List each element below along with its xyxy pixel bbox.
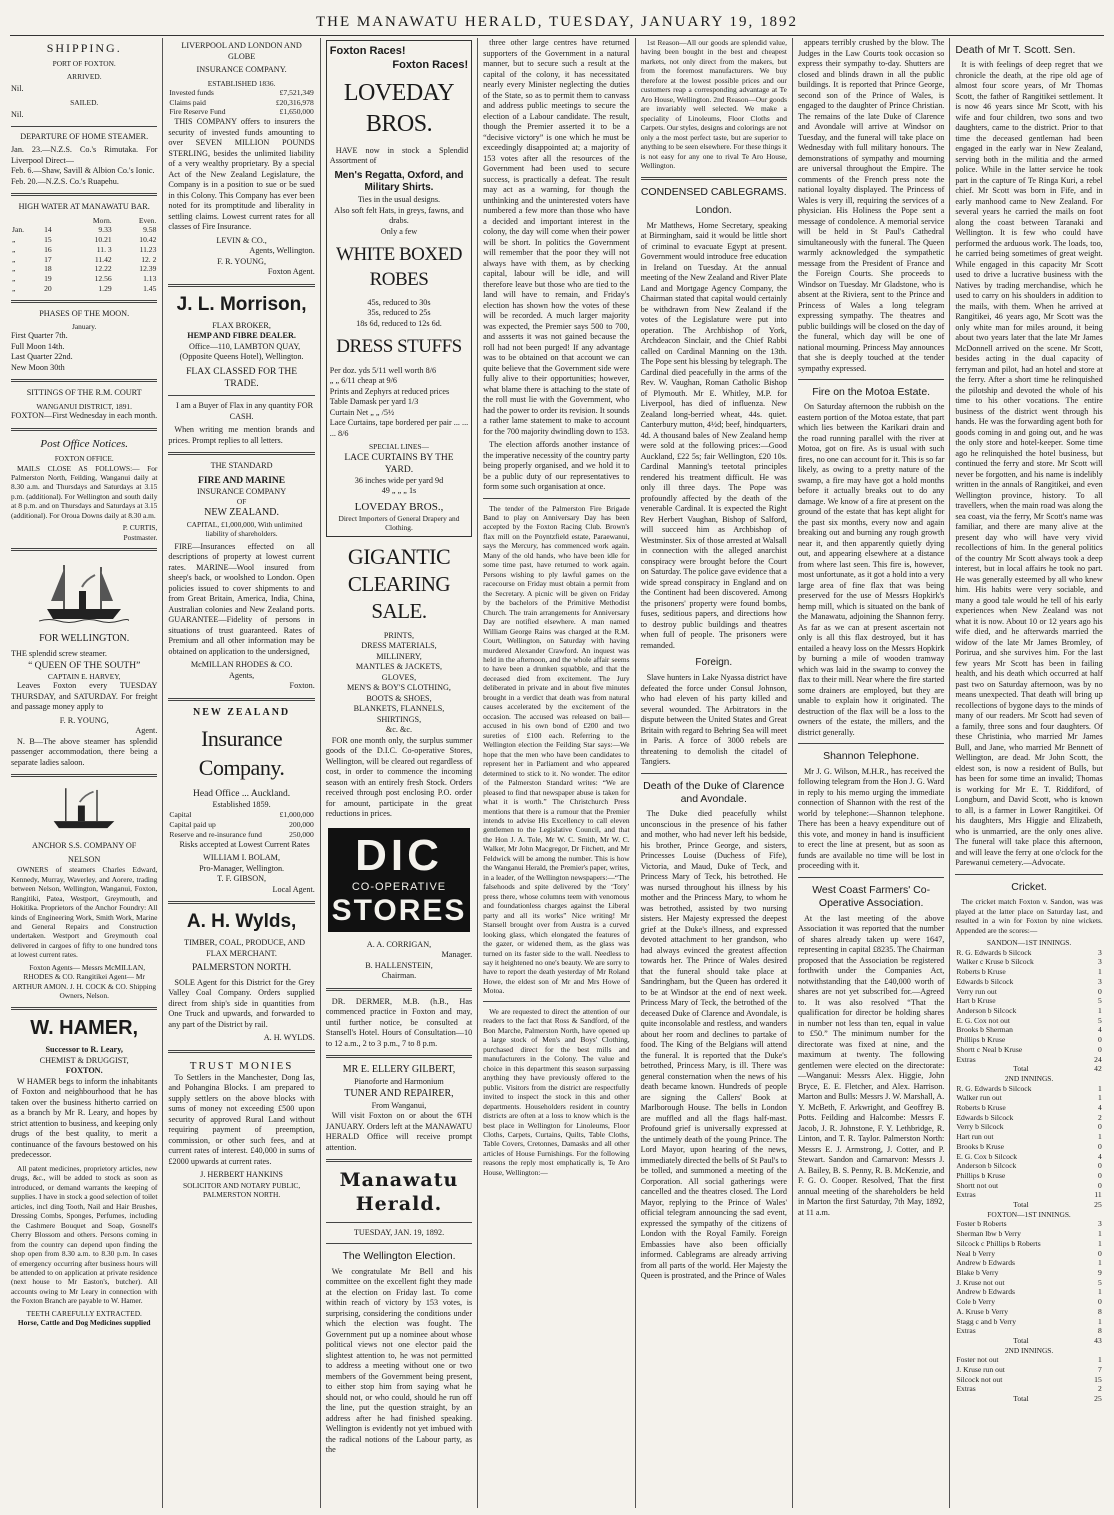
moon-list: [11, 331, 157, 373]
innings-heading: SANDON—1ST INNINGS.: [986, 938, 1072, 948]
hamer-text: W HAMER begs to inform the inhabitants of Foxton and neighbourhood that he has taken over the business hitherto carried on as a branch by Mr R. Leary, and hopes by strict attention to business, and keeping only drugs of the best quality, to merit a continuance of the favours bestowed on his predecessor.: [11, 1076, 158, 1160]
hamer-sub2: CHEMIST & DRUGGIST,: [39, 1055, 129, 1065]
standard-capital: CAPITAL, £1,000,000, With unlimited liability of shareholders.: [186, 519, 303, 539]
table-row: „ 19 12.56 1.13: [12, 274, 157, 284]
morrison-heading: J. L. Morrison,: [176, 293, 307, 315]
table-row: Roberts b Kruse 4: [956, 1102, 1102, 1112]
trust-monies-heading: TRUST MONIES: [189, 1059, 294, 1072]
arrived-heading: ARRIVED.: [66, 71, 102, 81]
table-row: Edwards b Silcock 3: [956, 976, 1102, 986]
list-item: GLOVES,: [381, 672, 417, 682]
races-line-1: Foxton Races!: [329, 45, 406, 57]
dic-logo-stores: STORES: [331, 893, 467, 927]
loveday-robes: WHITE BOXED ROBES: [336, 244, 462, 290]
table-row: Andrew b Edwards 1: [956, 1287, 1102, 1297]
anchor-ship-illustration: [39, 783, 129, 835]
list-item: Curtain Net „ „ /5½: [329, 407, 395, 417]
steamer-illustration: [39, 557, 129, 627]
standard-of: OF: [236, 497, 247, 507]
table-row: Total 25: [1013, 1200, 1102, 1210]
captain-name: CAPTAIN E. HARVEY,: [47, 671, 121, 681]
loveday-shirts: Men's Regatta, Oxford, and Military Shirts.: [334, 169, 464, 194]
liverpool-heading: LIVERPOOL AND LONDON AND GLOBE: [181, 41, 302, 61]
table-row: Walker run out 1: [956, 1093, 1102, 1103]
west-coast-text: At the last meeting of the above Association it was reported that the number of shares already taken up were 1647, representing in capital £8235. The Chairman proposed that the Association be registered forthwith under the Companies Act, notwithstanding that the £40,000 worth of shares are not yet subscribed for.—Agreed to. It was also resolved “That the qualification for director be holding shares in number not less than ten, equal in value to £50.” The minimum number for the directorate was fixed at nine, and the maximum at twenty. The following gentlemen were elected on the directorate:—Wanganui: Messrs Alex. Higgie, John Bryce, E. E. Fletcher, and Alex. Harrison. Marton and Bulls: Messrs J. W. Marshall, A. Y. McBeth, F. Arkwright, and Geoffrey B. Potts. Feilding and Halcombe: Messrs F. Jacob, J. R. Johnstone, F. Y. Lethbridge, R. Linton, and T. R. Taylor. Palmerston North: Messrs E. J. Armstrong, J. Cotter, and P. Stewart. Sandon and Carnarvon: Messrs J. A. Bailey, B. S. Penny, R. B. McKenzie, and F. G. O. Cooper. Resolved, That the first annual meeting of the shareholders be held in Marton the first Saturday, 7th May, 1892, at 11 a.m.: [797, 913, 945, 1217]
departure-list: [11, 145, 157, 187]
nz-agent-title: Local Agent.: [272, 884, 315, 894]
nz-manager-title: Pro-Manager, Wellington.: [199, 863, 285, 873]
shipping-heading: SHIPPING.: [46, 41, 122, 55]
for-wellington-heading: FOR WELLINGTON.: [39, 633, 130, 645]
steamer-note: N. B—The above steamer has splendid passenger accommodation, there being a separate ladies saloon.: [11, 736, 158, 767]
list-item: 36 inches wide per yard 9d: [354, 475, 444, 485]
rm-court-heading: SITTINGS OF THE R.M. COURT: [26, 388, 142, 398]
list-item: 35s, reduced to 25s: [367, 308, 431, 318]
table-row: Extras 2: [956, 1384, 1102, 1394]
table-row: Edwards b Silcock 2: [956, 1112, 1102, 1122]
trust-signature-title: SOLICITOR AND NOTARY PUBLIC,: [182, 1180, 301, 1190]
wylds-place: PALMERSTON NORTH.: [191, 963, 292, 974]
liverpool-agent: LEVIN & CO.,: [216, 235, 267, 245]
wylds-sub: TIMBER, COAL, PRODUCE, AND FLAX MERCHANT.: [184, 938, 306, 958]
table-row: Andrew b Edwards 1: [956, 1258, 1102, 1268]
table-row: Total 43: [1013, 1335, 1102, 1345]
cricket-text: The cricket match Foxton v. Sandon, was was played at the latter place on Saturday last, and resulted in a win for Foxton by nine wickets. Appended are the scores:—: [955, 897, 1103, 935]
table-row: Shortt not out 0: [956, 1180, 1102, 1190]
anchor-company-heading: ANCHOR S.S. COMPANY OF: [32, 841, 137, 851]
table-row: Reserve and re-insurance fund 250,000: [169, 829, 314, 839]
table-row: Extras 11: [956, 1190, 1102, 1200]
column-2: [163, 38, 320, 1508]
morrison-sub: FLAX BROKER,: [212, 320, 271, 330]
clearing-sale-list: [326, 631, 472, 736]
rm-court-sub: WANGANUI DISTRICT, 1891.: [36, 401, 132, 411]
morrison-flax: FLAX CLASSED FOR THE TRADE.: [186, 366, 298, 390]
post-office-title: Postmaster.: [123, 532, 158, 542]
column-3: [321, 38, 478, 1508]
list-item: &c. &c.: [385, 725, 413, 735]
london-heading: London.: [695, 205, 732, 216]
special-lines: SPECIAL LINES—: [369, 442, 429, 452]
election-text: We congratulate Mr Bell and his committee on the excellent fight they made at the election on Friday last. To come within reach of victory by 153 votes, is surprising, considering the conditions under which the election was fought. The Government put up a nominee about whose political views not one elector paid the slightest attention to, he was not permitted to address a meeting without one or two members of the Government being present, to either stop him from saying what he should not, or who could, should he run off the line, put the question straight, by an address after he had finished speaking. Wellington is evidently not yet imbued with the radical notions of the Labour party, as the: [325, 1266, 473, 1455]
table-row: „ 20 1.29 1.45: [12, 283, 157, 293]
morrison-buyer: I am a Buyer of Flax in any quantity FOR CASH.: [176, 401, 314, 421]
trust-monies-text: To Settlers in the Manchester, Dong Ias, and Pohangina Blocks. I am prepared to supply settlers on the above blocks with sums of money not exceeding £500 upon security of approved Rural Land without requiring payment of preemption, commission, or other such fees, and at current rates of interest. £40,000 in sums of £2000 upwards at current rates.: [168, 1072, 315, 1166]
moon-month: January.: [72, 322, 97, 332]
list-item: 49 „ „ „ 1s: [381, 486, 417, 496]
departure-heading: DEPARTURE OF HOME STEAMER.: [20, 131, 149, 141]
table-row: Sherman lbw b Verry 1: [956, 1229, 1102, 1239]
fire-text: On Saturday afternoon the rubbish on the eastern portion of the Motoa estate, that part which lies between the Karikari drain and the road running parallel with the river at Motoa, got on fire. As is usual with such fires, no one can account for it. This is so far likely, as owing to a pretty nature of the swamp, a fire may have got a hold months before it actually breaks out to do any damage. We know of a fire at present on the ground of the estate that has kept alight for the past six months, every now and again breaking out and burning any rough growth near it, and then apparently quietly dying out, and appearing elsewhere at a distance from where last seen. This fire is, however, most unfortunate, as it got a hold into a very large area of fine flax that was being preserved for the use of Messrs Hopkirk's hemp mill, which is situated on the bank of the Manawatu, adjoining the Shannon ferry. As far as we can at present ascertain not only is all this flax destroyed, but it has entailed a heavy loss on the Messrs Hopkirk by burning a mile of wooden tramway which was laid in the swamp to convey the flax to their mill. Near where the fire started some drainers are employed, but they are unable to explain how it originated. The destruction of the flax will be a loss to the owners of the estate, the millers, and the district generally.: [797, 402, 945, 737]
list-item: BLANKETS, FLANNELS,: [353, 704, 445, 714]
liverpool-agent-2: F. R. YOUNG,: [217, 256, 267, 266]
election-heading: The Wellington Election.: [342, 1250, 456, 1263]
table-row: R. G. Edwards b Silcock 3: [956, 947, 1102, 957]
newspaper-columns: [6, 38, 1108, 1508]
for-wellington-text: THE splendid screw steamer.: [11, 649, 107, 659]
table-row: R. G. Edwards b Silcock 1: [956, 1083, 1102, 1093]
table-row: Foster b Roberts 3: [956, 1219, 1102, 1229]
standard-agent-title: Agents,: [228, 670, 255, 680]
sailed-heading: SAILED.: [70, 97, 99, 107]
standard-sub: FIRE AND MARINE: [198, 475, 286, 486]
nz-risks: Risks accepted at Lowest Current Rates: [179, 839, 310, 849]
dic-manager: A. A. CORRIGAN,: [366, 939, 432, 949]
table-row: J. Kruse not out 5: [956, 1277, 1102, 1287]
table-row: Extras 8: [956, 1326, 1102, 1336]
liverpool-agent-2-title: Foxton Agent.: [267, 267, 315, 277]
scott-text: It is with feelings of deep regret that we chronicle the death, at the ripe old age of almost four score years, of Mr Thomas Scott, the father of Rangitikei settlement. It is now 46 years since Mr Scott, with his wife and four children, two sons and two daughters, came to the district. Prior to that time the deceased gentleman had been engaged in the early war in New Zealand, serving both in the militia and the armed police. While in the latter service he took part in the capture of Te Ringa Kuri, a rebel chief. Mr Scott was born in Fife, and in early manhood came to New Zealand. For several years he carried the mails on foot along the coast between Taranaki and Wellington. It is few who could have performed the arduous work. The loads, too, he carried being sometimes of great weight. While engaged in this capacity Mr Scott used to drive a lucrative business with the Natives by trading merchandise, which he used to carry on his shoulders in addition to the mails, with them. When he arrived at Rangitikei, 46 years ago, Mr Scott was the only white man for miles around, it being about two years later that the late Mr James McDonnell arrived on the scene. Mr Scott, besides acting in the dual capacity of ferryman and pilot, had an hotel and store at the ferry. After a short time he relinquished the pilotship and devoted the whole of his time to his other vocations. The entire business of the district went through his hands. He was the forwarding agent both for goods coming in and going out, and he was the only store and hotel-keeper. Some time ago he relinquished the hotel business, but continued the ferry and store. Mr Scott will never be forgotten, and his name is indelibly written in the annals of Rangitikei, and even Wellington province, history. To all travellers, when the main road was along the sea coast, via the ferry, Mr Scott's name was familiar, and there are many alive at the present day who will have very vivid recollections of him. In the general politics of the country Mr Scott always took a deep interest, but in local affairs he took no part. He was generally esteemed by all who knew him. His habits were very sociable, and many a good tale would he tell of his early experiences when New Zealand was not what it is now. About 10 or 12 years ago his wife died, and he afterwards married the widow of the late Mr James Bromley, of Porirua, and she survives him. For the last few years Mr Scott has been in failing health, and his death which occurred at half past two on Saturday afternoon, was by no means unexpected. That death will bring up recollections of bygone days to the minds of many of our readers. Mr Scott had seven of a family, three sons and four daughters. Of these Christinia, who married Mr James Bull, and Jane, who married Mr Bennett of Wellington, are dead. Mr John Scott, the eldest son, is now a resident of Bulls, but has been for some time an invalid; Thomas is working for Mr E. T. Riddiford, of Longburn, and David Scott, who is known to all, is a farmer in Lower Rangitikei. Of his daughters, Mrs Higgie and Elizabeth, who is unmarried, are the only ones alive. The funeral will take place this afternoon, and will leave the ferry at one o'clock for the Parewanui cemetery.—Advocate.: [955, 60, 1103, 868]
anchor-company-text: OWNERS of steamers Charles Edward, Kennedy, Murray, Waverley, and Aorere, trading between Nelson, Wellington, Wanganui, Foxton, Rangitiki, Patea, Westport, Greymouth, and Hokitika. Proprietors of the Anchor Foundry: All kinds of Engineering Work, Smith Work, Marine and General Repairs and Construction undertaken. Westport and Greymouth coal delivered in cargoes of fifty to one hundred tons at lowest current rates.: [11, 865, 158, 960]
table-row: Capital £1,000,000: [169, 810, 314, 820]
fire-heading: Fire on the Motoa Estate.: [812, 386, 931, 398]
list-item: 45s, reduced to 30s: [367, 297, 431, 307]
shannon-heading: Shannon Telephone.: [823, 750, 920, 763]
lace-curtains: LACE CURTAINS BY THE YARD.: [344, 452, 454, 475]
loveday-heading: LOVEDAY BROS.: [343, 80, 455, 137]
nz-capital-table: [168, 810, 314, 839]
foxton-second-innings: [955, 1355, 1102, 1404]
list-item: MILLINERY,: [376, 651, 422, 661]
west-coast-heading: West Coast Farmers' Co-Operative Association.: [812, 883, 931, 910]
list-item: Prints and Zephyrs at reduced prices: [329, 386, 450, 396]
post-office-signature: P. CURTIS,: [122, 523, 158, 533]
cablegrams-heading: CONDENSED CABLEGRAMS.: [640, 185, 787, 198]
table-row: Hart b Kruse 5: [956, 996, 1102, 1006]
list-item: Last Quarter 22nd.: [11, 352, 73, 362]
sailed-value: Nil.: [11, 110, 24, 120]
nz-insurance-sub: Insurance Company.: [198, 726, 285, 780]
clearing-sale-heading: CLEARING SALE.: [347, 572, 451, 623]
dic-logo-text: DIC: [355, 830, 443, 880]
list-item: BOOTS & SHOES,: [366, 693, 432, 703]
departure-line: Feb. 6.—Shaw, Savill & Albion Co.'s Ionic.: [11, 166, 155, 176]
departure-line: Jan. 23.—N.Z.S. Co.'s Rimutaka. For Liverpool Direct—: [11, 145, 158, 165]
list-item: Per doz. yds 5/11 well worth 8/6: [329, 365, 437, 375]
table-row: Brooks b Kruse 0: [956, 1141, 1102, 1151]
hamer-teeth: TEETH CAREFULLY EXTRACTED.: [26, 1308, 142, 1318]
loveday-text: HAVE now in stock a Splendid Assortment of: [329, 145, 469, 166]
shannon-text: Mr J. G. Wilson, M.H.R., has received the following telegram from the Hon J. G. Ward in reply to his memo urging the immediate connection of Shannon with the rest of the world by telephone:—Shannon telephone. There has been a heavy expenditure out of this vote, and money in hand is insufficient to erect the line at present, but as soon as funds are available no time will be lost in proceeding with it.: [797, 766, 945, 871]
loveday-ties: Ties in the usual designs.: [357, 195, 441, 205]
liverpool-agent-title: Agents, Wellington.: [249, 246, 315, 256]
table-row: Capital paid up 200,000: [169, 820, 314, 830]
steamer-name: “ QUEEN OF THE SOUTH”: [28, 660, 141, 671]
dress-stuffs-heading: DRESS STUFFS: [336, 336, 462, 358]
table-row: Anderson b Silcock 1: [956, 1006, 1102, 1016]
post-office-heading: Post Office Notices.: [40, 437, 129, 450]
dic-manager-title: Manager.: [441, 950, 473, 960]
morrison-office: Office—110, LAMBTON QUAY, (Opposite Queens Hotel), Wellington.: [179, 341, 304, 362]
loveday-signature: LOVEDAY BROS.,: [354, 500, 444, 513]
table-row: A. Kruse b Verry 8: [956, 1306, 1102, 1316]
table-row: Phillips b Kruse 0: [956, 1171, 1102, 1180]
trust-signature-place: PALMERSTON NORTH.: [203, 1190, 281, 1200]
table-row: Anderson b Silcock 0: [956, 1161, 1102, 1171]
table-row: Roberts b Kruse 1: [956, 967, 1102, 977]
agent-name: F. R. YOUNG,: [59, 715, 109, 725]
list-item: Full Moon 14th.: [11, 341, 65, 351]
list-item: New Moon 30th: [11, 362, 65, 372]
nz-head-office: Head Office ... Auckland.: [193, 788, 291, 799]
standard-heading: THE STANDARD: [210, 461, 273, 471]
rm-court-line: FOXTON—First Wednesday in each month.: [11, 411, 158, 421]
table-row: „ 17 11.42 12. 2: [12, 254, 157, 264]
issue-date: TUESDAY, JAN. 19, 1892.: [353, 1227, 445, 1237]
tide-table: Morn. Even. Jan. 14 9.33 9.58 „ 15 10.21 10.42 „ 16 11. 3 11.23 „ 17 11.42 12. 2 „ 18 12.22 12.39 „ 19 12.56 1.13 „ 20 1.29 1.45: [12, 215, 157, 293]
table-row: Jan. 14 9.33 9.58: [12, 225, 157, 235]
table-row: Blake b Verry 9: [956, 1267, 1102, 1277]
innings-heading: FOXTON—1ST INNINGS.: [987, 1209, 1071, 1219]
agent-title: Agent.: [135, 726, 158, 736]
table-row: Claims paid £20,316,978: [169, 97, 314, 107]
table-row: Silcock c Phillips b Roberts 1: [956, 1238, 1102, 1248]
masthead-rule: [10, 35, 1104, 36]
column-1: [6, 38, 163, 1508]
port-heading: PORT OF FOXTON.: [52, 59, 116, 69]
gilbert-sub: Pianoforte and Harmonium: [354, 1077, 444, 1087]
tide-heading: HIGH WATER AT MANAWATU BAR.: [18, 202, 150, 212]
table-row: „ 15 10.21 10.42: [12, 235, 157, 245]
hamer-text-2: All patent medicines, proprietory articles, new drugs, &c., will be added to stock as soon as introduced, or demand warrants the keeping of supplies. I have in stock a good selection of toilet articles, incl ding Tooth, Nail and Hair Brushes, Dressing Combs, Sponges, Perfumes, including the Cashmere Bouquet and Soap, Gosnell's Cherry Blossom and others. Persons coming in from the country can depend upon finding the shop open from 8.30 a.m. to 8.30 p.m. In cases of emergency occurring after business hours will be attended to on application at private residence (next house to Mr Easton's, butcher). All accounts owing to Mr Leary in connection with the Foxton Branch are payable to W. Hamer.: [11, 1163, 158, 1306]
table-row: Hart run out 1: [956, 1132, 1102, 1142]
column-4: [478, 38, 635, 1508]
loveday-signature-sub: Direct Importers of General Drapery and Clothing.: [338, 513, 460, 533]
table-row: Invested funds £7,521,349: [169, 87, 314, 97]
list-item: DRESS MATERIALS,: [361, 641, 437, 651]
gilbert-from: From Wanganui,: [371, 1100, 427, 1110]
moon-heading: PHASES OF THE MOON.: [39, 308, 130, 318]
liverpool-text: THIS COMPANY offers to insurers the security of invested funds amounting to over SEVEN MILLION POUNDS STERLING, besides the unlimited liability of a very wealthy proprietary. By a special Act of the New Zealand Legislature, the Company is in a position to sue or be sued in this Colony. This Company has ever been noted for its promptitude and liberality in settling claims. Lowest current rates for all classes of Fire Insurance.: [168, 117, 315, 232]
loveday-advertisement: [326, 40, 472, 537]
innings-heading: 2ND INNINGS.: [1004, 1074, 1054, 1084]
nz-insurance-heading: NEW ZEALAND: [193, 706, 291, 718]
table-row: „ 18 12.22 12.39: [12, 264, 157, 274]
column-6: [793, 38, 950, 1508]
list-item: SHIRTINGS,: [376, 714, 422, 724]
masthead-title: THE MANAWATU HERALD, TUESDAY, JANUARY 19, 1892: [315, 14, 799, 30]
list-item: MANTLES & JACKETS,: [355, 662, 443, 672]
departure-line: Feb. 20.—N.Z.S. Co.'s Ruapehu.: [11, 176, 119, 186]
loveday-few: Only a few: [380, 226, 418, 236]
gilbert-heading: MR E. ELLERY GILBERT,: [342, 1064, 456, 1076]
dermer-text: DR. DERMER, M.B. (h.B., Has commenced practice in Foxton and may, until further notice, be consulted at Stansell's Hotel. Hours of Consultation—10 to 12 a.m., 2 to 3 p.m., 7 to 8 p.m.: [325, 996, 473, 1048]
table-row: Brooks b Sherman 4: [956, 1025, 1102, 1035]
nz-established: Established 1859.: [212, 799, 271, 809]
sandon-second-innings: [955, 1084, 1102, 1210]
sailing-notice: Leaves Foxton every TUESDAY THURSDAY, and SATURDAY. For freight and passage money apply to: [11, 681, 158, 712]
table-row: J. Kruse run out 7: [956, 1364, 1102, 1374]
table-row: E. G. Cox b Silcock 4: [956, 1151, 1102, 1161]
editorial-text: three other large centres have returned supporters of the Government in a natural manner, but to secure such a result at the capital of the colony, it has necessitated nearly every Minister neglecting the duties of the State, so as to permit them to canvass and address public meetings to secure the election of a Labour candidate. The result, though the Premier asserted it to be a “decisive victory” is one which he must be exceedingly disappointed at; a majority of 153 votes after all the resources of the Government had been used to secure success, is practically a defeat. The result may act as a warning, for though the unthinking and the uninterested voters have numbered a few more than those who have a decided and important interest in the colony, the day will come when their power will be short. In politics the Government will remember that the poor they will not always have with them, as by checking capital, labour will be idle, and will therefore leave but those who are tied to the land will have to remain, and Friday's election has shown how the votes of these will be recorded. A much larger majority was expected, the Premier says 500 to 700, and assserts it was not gained because the roll had not been purged! If any advantage was to be obtained on that account we can quite believe that the Government side were fully alive to their opportunities; however, what blame there is attaching to the state of the roll must lie with the Government, who had the power to order its revision. It sounds a rather lame statement to make to account for the 700 majority dwindling down to 153.: [483, 38, 630, 436]
table-row: Walker c Kruse b Silcock 3: [956, 957, 1102, 967]
standard-sub2: INSURANCE COMPANY: [197, 486, 287, 496]
wylds-text: SOLE Agent for this District for the Grey Valley Coal Company. Orders supplied direct from ship's side in quantities from One Truck and upwards, and forwarded to any part of the District by rail.: [168, 977, 315, 1029]
list-item: Table Damask per yard 1/3: [329, 397, 419, 407]
hamer-heading: W. HAMER,: [30, 1016, 139, 1039]
clearing-sale-text: FOR one month only, the surplus summer goods of the D.I.C. Co-operative Stores, Wellington, will be cleared out regardless of cost, in order to commence the incoming season with an entirely fresh Stock. Orders received through post enclosing P.O. order for amount, participate in the great reductions in prices.: [325, 735, 473, 819]
standard-agent-place: Foxton.: [289, 681, 315, 691]
nz-manager: WILLIAM I. BOLAM,: [203, 853, 281, 863]
gilbert-text: Will visit Foxton on or about the 6TH JANUARY. Orders left at the MANAWATU HERALD Office will receive prompt attention.: [325, 1111, 473, 1152]
anchor-company-agents: Foxton Agents— Messrs McMILLAN, RHODES & CO. Rangitikei Agent— Mr ARTHUR AMON. J. H. COCK & CO. Shipping Owners, Nelson.: [12, 962, 157, 1001]
duke-text: The Duke died peacefully whilst unconscious in the presence of his father and mother, who had never left his bedside, his brother, Prince George, and sisters, Princesses Louise (Duchess of Fife), Victoria, and Maud, Duke of Teck, and Princess Mary of Teck, his betrothed. He was nursed throughout his illness by his mother and the Princess Mary, to whom he was betrothed, assisted by two nursing sisters. Her Majesty expressed the deepest grief at the Duke's illness, and expressed devoted attachment to her grandson, who had always evinced the greatest affection towards her. The Prince of Wales desired that the funeral should take place at Sandringham, but the Queen has ordered it to be at Windsor at the end of next week. Princess Mary of Teck, the betrothed of the deceased Duke of Clarence and Avondale, is quite inconsolable and restless, and wanders about her room and declines to partake of food. The King of the Belgians will attend the funeral. It is reported that the Duke's betrothed, Princess Mary, is ill. There was general consternation when the news of his death became known. Hundreds of people are signing the Callers' Book at Marlborough House. The bells in London are muffled and all the flags half-mast. Profound grief is universally expressed at the untimely death of the young Prince. The Lord Mayor, upon hearing of the news, immediately directed the bells of St Paul's to be tolled, and summoned a meeting of the Corporation. All social gatherings were cancelled and the theatres closed. The Lord Mayor, replying to the Prince of Wales' official telegram announcing the sad event, expressed the sympathy of the citizens of London with the Royal Family. Foreign Embassies have also been officially informed. Cablegrams are already arriving from all parts of the world. Her Majesty the Queen is prostrated, and the Prince of Wales: [640, 809, 787, 1281]
cricket-heading: Cricket.: [1011, 880, 1047, 893]
table-row: „ 16 11. 3 11.23: [12, 244, 157, 254]
table-row: Foster not out 1: [956, 1355, 1102, 1365]
trust-signature: J. HERBERT HANKINS: [200, 1170, 283, 1180]
scott-heading: Death of Mr T. Scott. Sen.: [955, 44, 1076, 56]
bon-marche-notice: We are requested to direct the attention of our readers to the fact that Ross & Sandford, of the Bon Marche, Palmerston North, have opened up a large stock of Men's and Boys' Clothing, purchased direct for the best mills and manufacturers in the Colony. The value and choice in this department this season surpassing anything they have previously offered to the public. Visitors from the district are respectfully invited to inspect the stock in this and other departments. Householders resident in country districts are often at a loss to know which is the best place in Wellington for Linoleums, Floor Cloths, Carpets, Curtains, Quilts, Table Cloths, Table Covers, Cretonnes, Damasks and all other articles of House Furnishings. For the following reasons the reply most emphatically is, Te Aro House, Wellington:—: [483, 1006, 630, 1177]
sandon-first-innings: [955, 948, 1102, 1074]
dic-chairman-title: Chairman.: [381, 971, 417, 981]
table-row: Extras 24: [956, 1054, 1102, 1064]
london-text: Mr Matthews, Home Secretary, speaking at Birmingham, said it would be little short of criminal to evacuate Egypt at present. Government would introduce free education in Ireland on Tuesday. At the annual meeting of the New Zealand and River Plate Land and Mortgage Agency Company, the Chairman stated that capital would certainly be withdrawn from New Zealand if the votes of the Legislature were put into operation. The Archbishop of York, Archdeacon Sinclair, and the Chief Rabbi called on Cardinal Manning on the 13th. The Pope sent his blessing by telegraph. The Cardinal died peacefully in the arms of the Rev. W. Vaughan, Roman Catholic Bishop of Plymouth. Mr E. Whitley, M.P. for Liverpool, has died of influenza. New Zealand long-berried wheat, 44s. quiet. Canterbury mutton, 4½d; beef, hindquarters, 4d. A thousand bales of New Zealand hemp were sold at the following prices:—Good Auckland, £22 5s; fair Wellington, £20 10s. Cardinal Manning's teetotal principles rendered his treatment difficult. He was only ill three days. The Pope was profoundly affected by the death of the venerable Cardinal. It is expected the Right Rev Herbert Vaughan, Bishop of Salford, will succeed him as Archbishop of Westminster. Six of those arrested at Walsall in connection with the alleged anarchist conspiracy were brought before the Court on Saturday. The police gave evidence that a wide spread conspiracy in England and on the Continent had been discovered. Among the prisoners' property were found bombs, fuses, seditious papers, and directions how to destroy public buildings and theatres when full of people. The prisoners were remanded.: [640, 220, 787, 650]
standard-nz: NEW ZEALAND.: [204, 506, 279, 518]
foreign-heading: Foreign.: [695, 657, 733, 669]
newspaper-flag: Manawatu Herald.: [339, 1169, 459, 1216]
dic-logo-sub: CO-OPERATIVE: [351, 880, 447, 893]
races-line-2: Foxton Races!: [392, 59, 469, 72]
hamer-sub: Successor to R. Leary,: [45, 1045, 123, 1055]
gilbert-sub2: TUNER AND REPAIRER,: [344, 1087, 454, 1099]
list-item: PRINTS,: [383, 630, 415, 640]
anchor-company-sub: NELSON: [68, 854, 101, 864]
foreign-text: Slave hunters in Lake Nyassa district have defeated the force under Consul Johnson, who had eleven of his party killed and several wounded. The Arbitrators in the dispute between the United States and Great Britain with regard to Behring Sea will meet in Paris. A force of 3000 rebels are threatening to demolish the citadel of Tangiers.: [640, 673, 787, 767]
table-row: Silcock not out 15: [956, 1374, 1102, 1384]
duke-heading: Death of the Duke of Clarence and Avondale.: [643, 779, 785, 806]
duke-text-continued: appears terribly crushed by the blow. The Judges in the Law Courts took occasion so express their sympathy to-day. Shutters are closed and blinds drawn in all the public buildings. It is reported that Prince George, second son of the Prince of Wales, is engaged to the daughter of Prince Christian. The remains of the late Duke of Clarence and Avondale will arrive at Windsor on Tuesday, and the funeral will take place on Wednesday with full military honours. The demonstrations of sympathy and mourning are universal throughout the Empire. The comments of the French press note the national loyalty displayed. The Princess of Wales is very ill, requiring the services of a physician. His Holiness the Pope sent a message of condolence. A memorial service will be held in St Paul's Cathedral simultaneously with the funeral. The Queen warmly acknowledged the sympathetic message from the President of France and the Foreign Courts. She proceeds to Windsor on Tuesday. Mr Gladstone, who is absent at the Riviera, sent to the Prince and Princess of Wales a long telegram expressing sympathy. The theatres and public buildings will be closed on the day of the funeral, which day will be one of national mourning. Princess May announces that she is deeply touched at the tender sympathy expressed.: [797, 38, 945, 373]
dic-chairman: B. HALLENSTEIN,: [365, 960, 433, 970]
post-office-text: MAILS CLOSE AS FOLLOWS:— For Palmerston North, Feilding, Wanganui daily at 8.30 a.m. and Thursdays and Saturdays at 3.15 p.m. (additional). For Wellington and south daily at 8 p.m. and on Thursdays and Saturdays at 3.15 (additional). For Oroua Downs daily at 8.30 a.m.: [11, 463, 158, 520]
table-row: Shortt c Neal b Kruse 0: [956, 1044, 1102, 1054]
arrived-value: Nil.: [11, 84, 24, 94]
liverpool-funds-table: [168, 88, 314, 117]
wylds-signature: A. H. WYLDS.: [263, 1033, 315, 1042]
table-row: Neal b Verry 0: [956, 1248, 1102, 1258]
innings-heading: 2ND INNINGS.: [1004, 1345, 1054, 1355]
table-row: Stagg c and b Verry 1: [956, 1316, 1102, 1326]
foxton-first-innings: [955, 1219, 1102, 1345]
local-news-text: The tender of the Palmerston Fire Brigade Band to play on Anniversary Day has been accepted by the Foxton Racing Club. Brown's flax mill on the Poyntzfield estate, Paraewanui, says the Mercury, has commenced work again. Many of the old hands, who have been idle for some time past, have returned to work again. Persons wishing to ply lawful games on the racecourse on Friday must obtain a permit from the Secretary. A picnic will be given on Friday by the bachelors of the Primitive Methodist Church. The train arrangements for Anniversary Day are notified elsewhere. A man named William George Rains was charged at the R.M. Court, Wellington, on Saturday with having murdered Alexander Crawford. An inquest was held in the afternoon, and the whole affair seems to have been a drunken squabble, and that the deceased died from excitement. The Jury deliberated in private and in about five minutes brought in a verdict that death was from natural causes accelerated by the excitement of the occasion. The accused was released on bail—accused in his own bond of £200 and two sureties of £100 each. Referring to the Wellington election the Feilding Star says:—We hope that the men who have been candidates to represent her in Parliament and who appeared determined to stick to it. No wonder. The editor of the Palmerston Standard writes: “We are pleased to find that newspaper abuse is taken for what it is worth.” The Christchurch Press mentions that there is a rumour that the Premier intends to advise His Excellency to call eleven gentlemen to the Legislative Council, and that the Hon J. A. Tole, Mr W. C. Smith, Mr W. C. Walker, Mr John Macgregor, Dr Fitchett, and Mr Feldwick will be among the number. This is how the Wanganui Herald, the Premier's paper, writes, in a leader, of the Wellington newspapers:—“The falsehoods and spite delivered by the ‘Tory’ press there, whose columns teem with venomous and foundationless charges against the Liberal party and all its works” Nice writing! Mr Stansell brought over from Austra is a curved looking glass, which elongated the features of the gazer, or widened them, as the glass was turned on its faster side to the wall. Needless to say it heightened no one's beauty. We are sorry to have to report the death yesterday of Mr Roland Howe, the eldest son of Mr and Mrs Howe of Motoa.: [483, 503, 630, 996]
hamer-last: Horse, Cattle and Dog Medicines supplied: [17, 1318, 151, 1328]
morrison-sub2: HEMP AND FIBRE DEALER.: [187, 331, 296, 341]
table-row: Total 42: [1013, 1064, 1102, 1074]
masthead: [0, 14, 1114, 32]
table-row: Fire Reserve Fund £1,650,000: [169, 107, 314, 117]
standard-agent: McMILLAN RHODES & CO.: [190, 660, 293, 670]
column-5: [636, 38, 793, 1508]
dic-stores-logo: [328, 828, 470, 932]
loveday-hats: Also soft felt Hats, in greys, fawns, and drabs.: [334, 205, 464, 226]
post-office-sub: FOXTON OFFICE.: [54, 454, 114, 464]
table-row: Total 25: [1013, 1394, 1102, 1404]
table-row: E. G. Cox not out 5: [956, 1015, 1102, 1025]
wylds-heading: A. H. Wylds,: [186, 911, 297, 933]
te-aro-notice: 1st Reason—All our goods are splendid value, having been bought in the best and cheapest markets, not only direct from the makers, but from the foremost manufacturers. We buy therefore at the lowest possible prices and our customers reap a corresponding advantage at Te Aro House, Wellington. 2nd Reason—Our goods are invariably well selected. We make a speciality of Linoleums, Floor Cloths and Carpets. Our styles, designs and colorings are not only a the most perfect taste, but are superior to anything to be seen elsewhere. For these things it is not easy for any one to rival Te Aro House, Wellington.: [640, 38, 787, 171]
list-item: „ „ 6/11 cheap at 9/6: [329, 376, 397, 386]
table-row: Cole b Verry 0: [956, 1297, 1102, 1307]
liverpool-established: ESTABLISHED 1836.: [207, 78, 276, 88]
list-item: MEN'S & BOY'S CLOTHING,: [347, 683, 451, 693]
standard-text: FIRE—Insurances effected on all descriptions of property at lowest current rates. MARINE—Wool insured from sheep's back, or woolshed to London. Open policies issued to cover shipments to and from Great Britain, America, India, China, Australian colonies and New Zealand ports. GUARANTEE—Fidelity of persons in situations of trust guaranteed. Rates of Premium and all other information may be obtained on application to the undersigned,: [168, 541, 315, 656]
table-row: Verry run out 0: [956, 986, 1102, 996]
list-item: Lace Curtains, tape bordered per pair ... ... ... 8/6: [329, 418, 469, 438]
editorial-text-2: The election affords another instance of the imperative necessity of the country party being properly organised, and we hold it to be a public duty of our representatives to form some such organisation at once.: [483, 440, 630, 491]
column-7: [950, 38, 1107, 1508]
list-item: First Quarter 7th.: [11, 331, 68, 341]
liverpool-sub: INSURANCE COMPANY.: [196, 65, 287, 74]
gigantic-heading: GIGANTIC: [347, 543, 451, 569]
table-row: Verry b Silcock 0: [956, 1122, 1102, 1132]
hamer-place: FOXTON.: [65, 1066, 103, 1076]
table-row: Phillips b Kruse 0: [956, 1035, 1102, 1045]
morrison-text: When writing me mention brands and prices. Prompt replies to all letters.: [168, 425, 315, 445]
list-item: 18s 6d, reduced to 12s 6d.: [356, 318, 442, 328]
nz-agent: T. F. GIBSON,: [217, 874, 267, 884]
